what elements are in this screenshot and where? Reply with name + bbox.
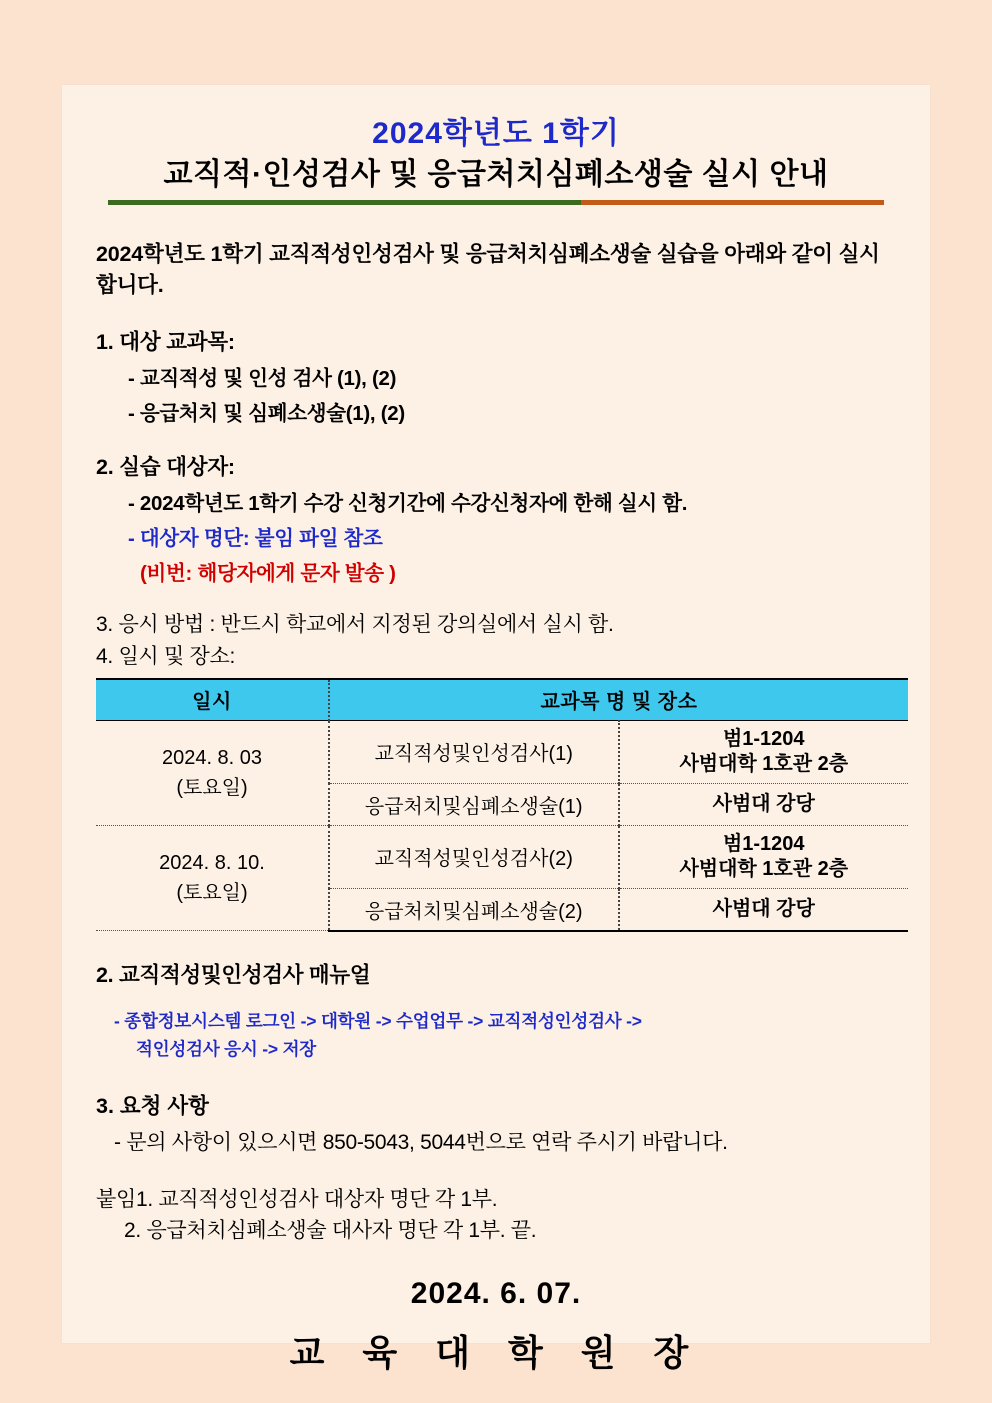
request-heading: 3. 요청 사항 [96, 1093, 209, 1118]
section-4-line: 4. 일시 및 장소: [96, 644, 235, 668]
table-header-date: 일시 [96, 679, 329, 721]
attachment-2: 2. 응급처치심폐소생술 대사자 명단 각 1부. 끝. [124, 1219, 537, 1243]
table-cell-subject-1a: 교직적성및인성검사(1) [329, 720, 619, 783]
manual-steps [114, 1007, 896, 1063]
manual-step-2: 적인성검사 응시 -> 저장 [136, 1038, 316, 1059]
document-body [62, 85, 930, 1376]
section-3-line: 3. 응시 방법 : 반드시 학교에서 지정된 강의실에서 실시 함. [96, 612, 614, 636]
section-1-item-1: - 교직적성 및 인성 검사 (1), (2) [128, 366, 397, 390]
table-row [96, 720, 908, 783]
title-underline [108, 200, 884, 205]
signer-title: 교 육 대 학 원 장 [289, 1331, 703, 1373]
section-1-heading: 1. 대상 교과목: [96, 329, 235, 354]
title-line-1: 2024학년도 1학기 [372, 117, 620, 150]
place-line-2a-2: 사범대학 1호관 2층 [679, 857, 849, 880]
intro-paragraph: 2024학년도 1학기 교직적성인성검사 및 응급처치심폐소생술 실습을 아래와 같이 실시 합니다. [96, 241, 880, 297]
place-line-1a-1: 범1-1204 [722, 727, 805, 750]
section-2-item-2: - 대상자 명단: 붙임 파일 참조 [128, 526, 383, 550]
table-row [96, 825, 908, 888]
manual-heading: 2. 교직적성및인성검사 매뉴얼 [96, 962, 371, 987]
table-cell-place-2a [619, 825, 909, 888]
attachment-1: 붙임1. 교직적성인성검사 대상자 명단 각 1부. [96, 1187, 498, 1211]
section-2-item-1: - 2024학년도 1학기 수강 신청기간에 수강신청자에 한해 실시 함. [128, 491, 688, 515]
place-line-2a-1: 범1-1204 [722, 832, 805, 855]
date-sub-1: (토요일) [176, 776, 248, 799]
attachments [96, 1184, 896, 1247]
place-line-1a-2: 사범대학 1호관 2층 [679, 752, 849, 775]
document-page [62, 85, 930, 1373]
table-cell-date-2 [96, 825, 329, 931]
schedule-table [96, 678, 908, 932]
table-cell-place-2b: 사범대 강당 [619, 888, 909, 931]
underline-green-segment [108, 200, 581, 205]
document-title-block [96, 115, 896, 205]
section-2-item-3: (비번: 해당자에게 문자 발송 ) [140, 561, 396, 585]
table-cell-subject-1b: 응급처치및심폐소생술(1) [329, 783, 619, 825]
table-header-row [96, 679, 908, 721]
date-main-1: 2024. 8. 03 [161, 746, 263, 769]
issue-date: 2024. 6. 07. [410, 1276, 582, 1310]
manual-step-1: - 종합정보시스템 로그인 -> 대학원 -> 수업업무 -> 교직적성인성검사 -> [114, 1010, 642, 1031]
table-cell-subject-2b: 응급처치및심폐소생술(2) [329, 888, 619, 931]
date-main-2: 2024. 8. 10. [159, 852, 265, 875]
request-line: - 문의 사항이 있으시면 850-5043, 5044번으로 연락 주시기 바랍니다. [114, 1130, 728, 1154]
table-cell-place-1b: 사범대 강당 [619, 783, 909, 825]
title-line-2: 교직적·인성검사 및 응급처치심폐소생술 실시 안내 [163, 157, 829, 191]
section-1-item-2: - 응급처치 및 심폐소생술(1), (2) [128, 401, 405, 425]
table-cell-subject-2a: 교직적성및인성검사(2) [329, 825, 619, 888]
underline-orange-segment [581, 200, 884, 205]
table-cell-place-1a [619, 720, 909, 783]
table-header-subject-place: 교과목 명 및 장소 [329, 679, 908, 721]
section-2-heading: 2. 실습 대상자: [96, 454, 235, 479]
date-sub-2: (토요일) [176, 882, 248, 905]
table-cell-date-1 [96, 720, 329, 825]
